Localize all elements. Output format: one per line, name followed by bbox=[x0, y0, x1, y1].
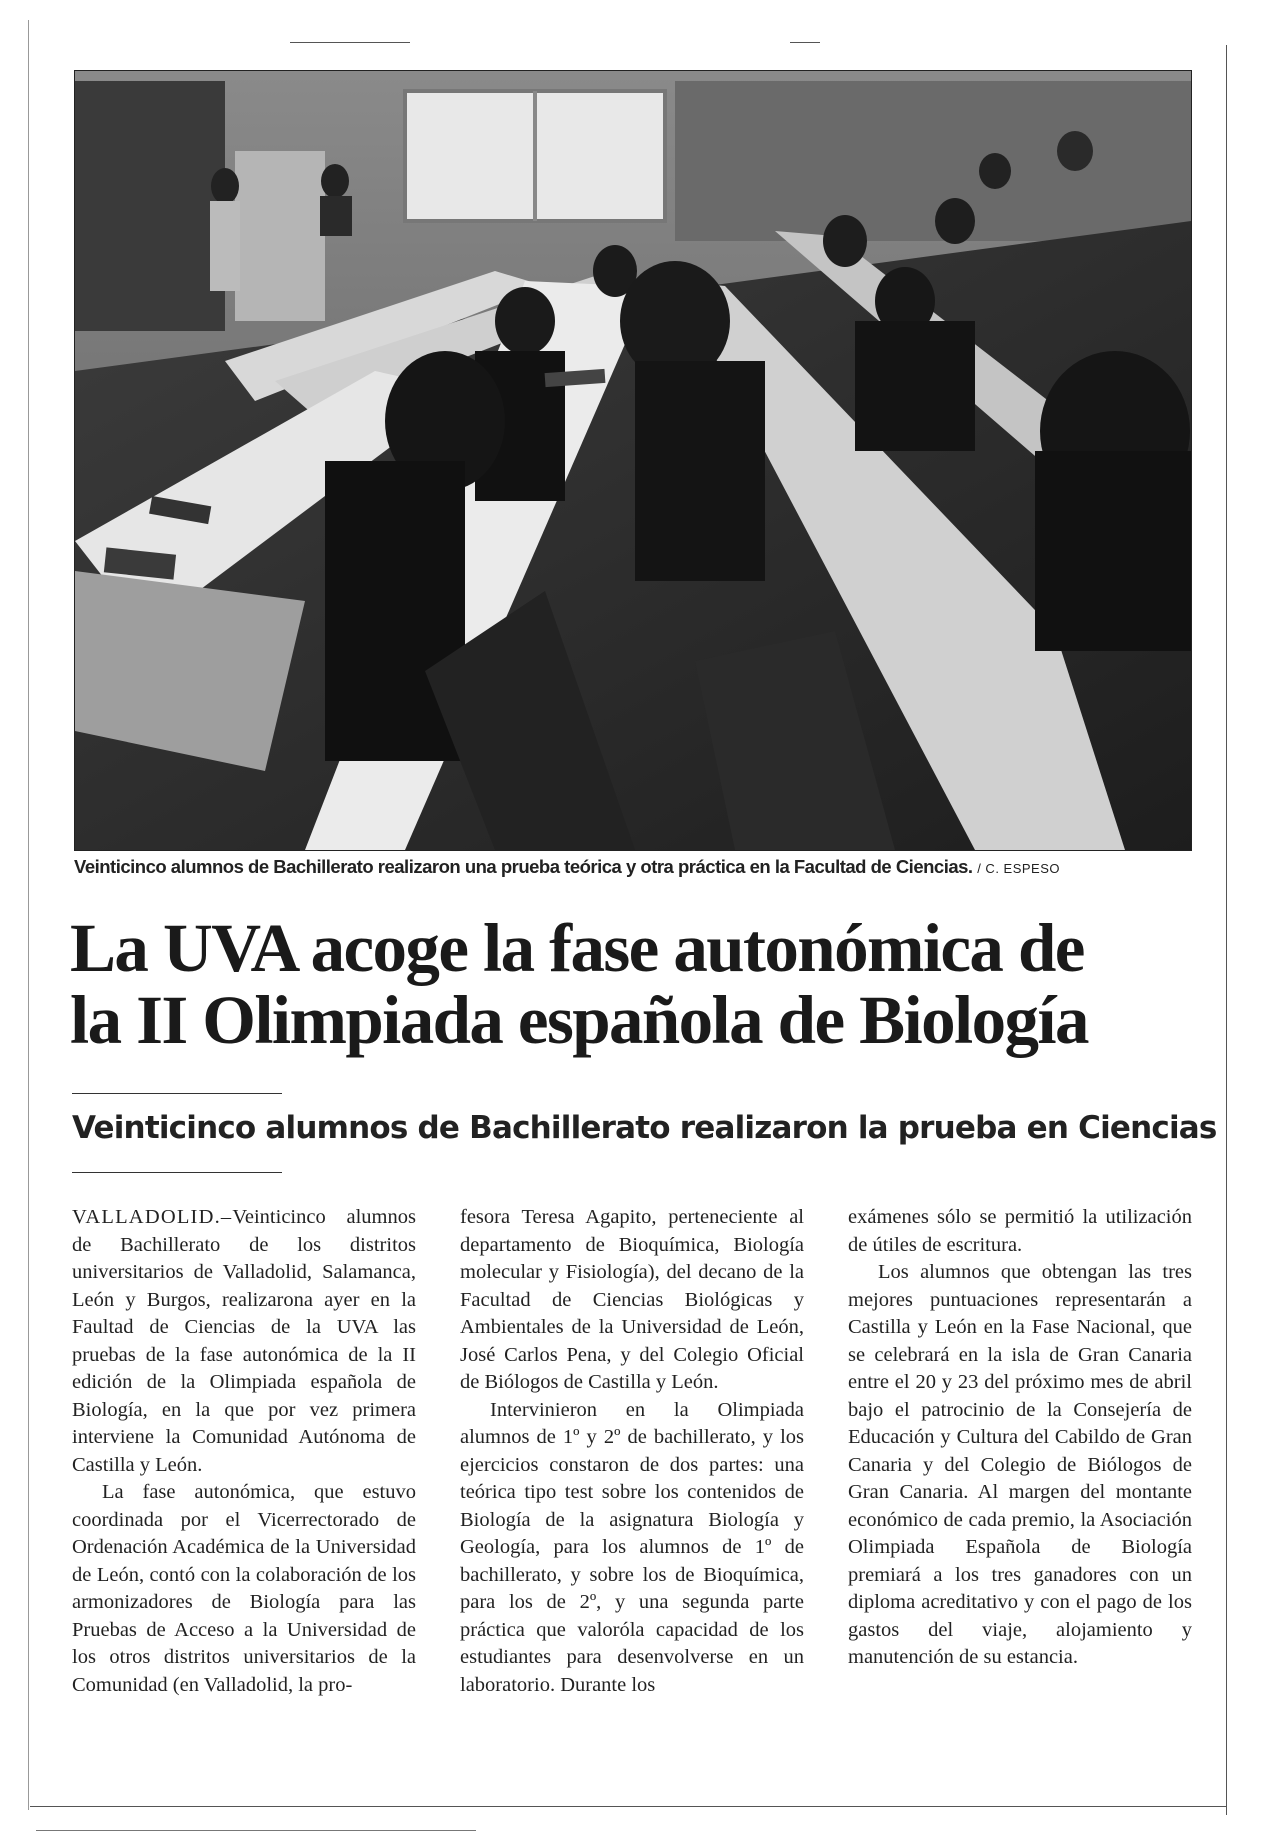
photo-caption bbox=[74, 856, 1190, 878]
body-paragraph: La fase autonómica, que estuvo coordinada por el Vicerrectorado de Ordenación Académica de la Universidad de León, contó con la colaboración de los armonizadores de Biología para las Pruebas de Acceso a la Universidad de los otros distritos universitarios de la Comunidad (en Valladolid, la pro- bbox=[72, 1481, 416, 1696]
body-paragraph: Intervinieron en la Olimpiada alumnos de 1º y 2º de bachillerato, y los ejercicios constaron de dos partes: una teórica tipo test sobre los contenidos de Biología de la asignatura Biología y Geología, para los alumnos de 1º de bachillerato, y sobre los de Bioquímica, para los de 2º, y una segunda parte práctica que valoróla capacidad de los estudiantes para desenvolverse en un laboratorio. Durante los bbox=[460, 1398, 804, 1696]
body-text: Veinticinco alumnos de Bachillerato de los distritos universitarios de Valladolid, Salamanca, León y Burgos, realizarona ayer en la Faultad de Ciencias de la UVA las pruebas de la fase autonómica de la II edición de la Olimpiada española de Biología, en la que por vez primera interviene la Comunidad Autónoma de Castilla y León. bbox=[72, 1206, 416, 1476]
body-paragraph: Los alumnos que obtengan las tres mejores puntuaciones representarán a Castilla y León en la Fase Nacional, que se celebrará en la isla de Gran Canaria entre el 20 y 23 del próximo mes de abril bajo el patrocinio de la Consejería de Educación y Cultura del Cabildo de Gran Canaria y del Colegio de Biólogos de Gran Canaria. Al margen del montante económico de cada premio, la Asociación Olimpiada Española de Biología premiará a los tres ganadores con un diploma acreditativo y con el pago de los gastos del viaje, alojamiento y manutención de su estancia. bbox=[848, 1261, 1192, 1668]
body-paragraph: exámenes sólo se permitió la utilización de útiles de escritura. bbox=[848, 1206, 1192, 1256]
classroom-photo bbox=[74, 70, 1192, 851]
top-rule-right bbox=[790, 42, 820, 43]
headline-line-1: La UVA acoge la fase autonómica de bbox=[70, 910, 1084, 986]
body-paragraph bbox=[72, 1204, 416, 1479]
caption-text: Veinticinco alumnos de Bachillerato realizaron una prueba teórica y otra práctica en la Facultad de Ciencias. bbox=[74, 856, 973, 877]
dateline: VALLADOLID.– bbox=[72, 1206, 233, 1228]
subhead-rule-bottom bbox=[72, 1172, 282, 1173]
bottom-rule bbox=[30, 1806, 1226, 1807]
subhead-rule-top bbox=[72, 1093, 282, 1094]
body-paragraph: fesora Teresa Agapito, perteneciente al departamento de Bioquímica, Biología molecular y Fisiología), del decano de la Facultad de Ciencias Biológicas y Ambientales de la Universidad de León, José Carlos Pena, y del Colegio Oficial de Biólogos de Castilla y León. bbox=[460, 1206, 804, 1393]
body-column-2 bbox=[460, 1204, 804, 1699]
photo-credit: / C. ESPESO bbox=[977, 861, 1061, 876]
right-border bbox=[1226, 45, 1227, 1815]
left-border bbox=[28, 20, 29, 1810]
classroom-photo-icon bbox=[75, 71, 1191, 850]
body-column-3 bbox=[848, 1204, 1192, 1672]
subheadline: Veinticinco alumnos de Bachillerato realizaron la prueba en Ciencias bbox=[72, 1110, 1217, 1146]
bottom-rule-short bbox=[36, 1830, 476, 1831]
headline-line-2: la II Olimpiada española de Biología bbox=[70, 982, 1088, 1058]
top-rule bbox=[290, 42, 410, 43]
headline bbox=[70, 912, 1200, 1056]
body-column-1 bbox=[72, 1204, 416, 1699]
